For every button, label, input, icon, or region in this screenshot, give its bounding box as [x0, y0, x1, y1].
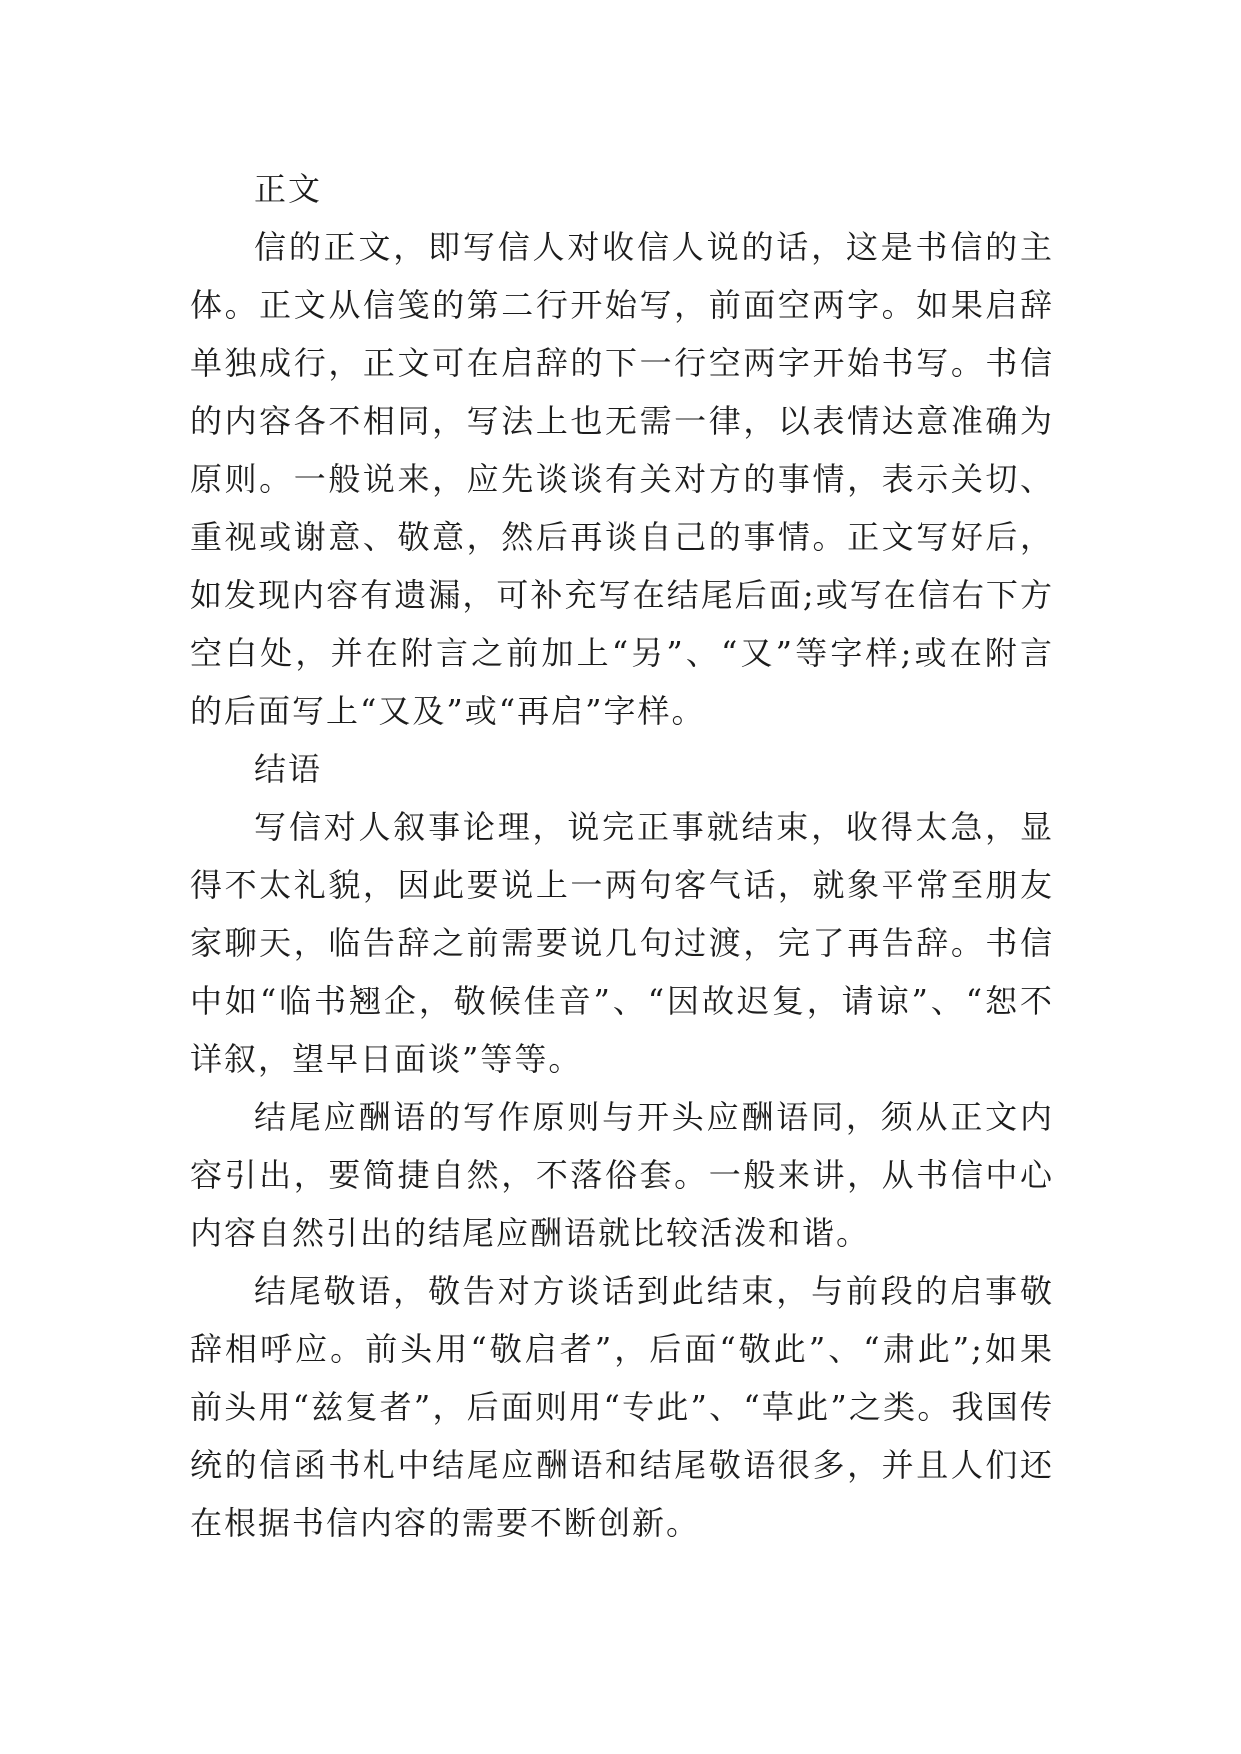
- paragraph-zhengwen-body: 信的正文，即写信人对收信人说的话，这是书信的主体。正文从信笺的第二行开始写，前面空两字。如果启辞单独成行，正文可在启辞的下一行空两字开始书写。书信的内容各不相同，写法上也无需一律，以表情达意准确为原则。一般说来，应先谈谈有关对方的事情，表示关切、重视或谢意、敬意，然后再谈自己的事情。正文写好后，如发现内容有遗漏，可补充写在结尾后面;或写在信右下方空白处，并在附言之前加上“另”、“又”等字样;或在附言的后面写上“又及”或“再启”字样。: [190, 228, 1054, 730]
- section-heading-zhengwen: 正文: [254, 170, 323, 208]
- paragraph-jieyu-1: 写信对人叙事论理，说完正事就结束，收得太急，显得不太礼貌，因此要说上一两句客气话，就象平常至朋友家聊天，临告辞之前需要说几句过渡，完了再告辞。书信中如“临书翘企，敬候佳音”、“因故迟复，请谅”、“恕不详叙，望早日面谈”等等。: [190, 808, 1054, 1078]
- paragraph-jieyu-3: 结尾敬语，敬告对方谈话到此结束，与前段的启事敬辞相呼应。前头用“敬启者”，后面“敬此”、“肃此”;如果前头用“兹复者”，后面则用“专此”、“草此”之类。我国传统的信函书札中结尾应酬语和结尾敬语很多，并且人们还在根据书信内容的需要不断创新。: [190, 1272, 1054, 1542]
- paragraph-jieyu-2: 结尾应酬语的写作原则与开头应酬语同，须从正文内容引出，要简捷自然，不落俗套。一般来讲，从书信中心内容自然引出的结尾应酬语就比较活泼和谐。: [190, 1098, 1054, 1252]
- document-page: [190, 160, 1054, 1552]
- section-heading-jieyu: 结语: [254, 750, 323, 788]
